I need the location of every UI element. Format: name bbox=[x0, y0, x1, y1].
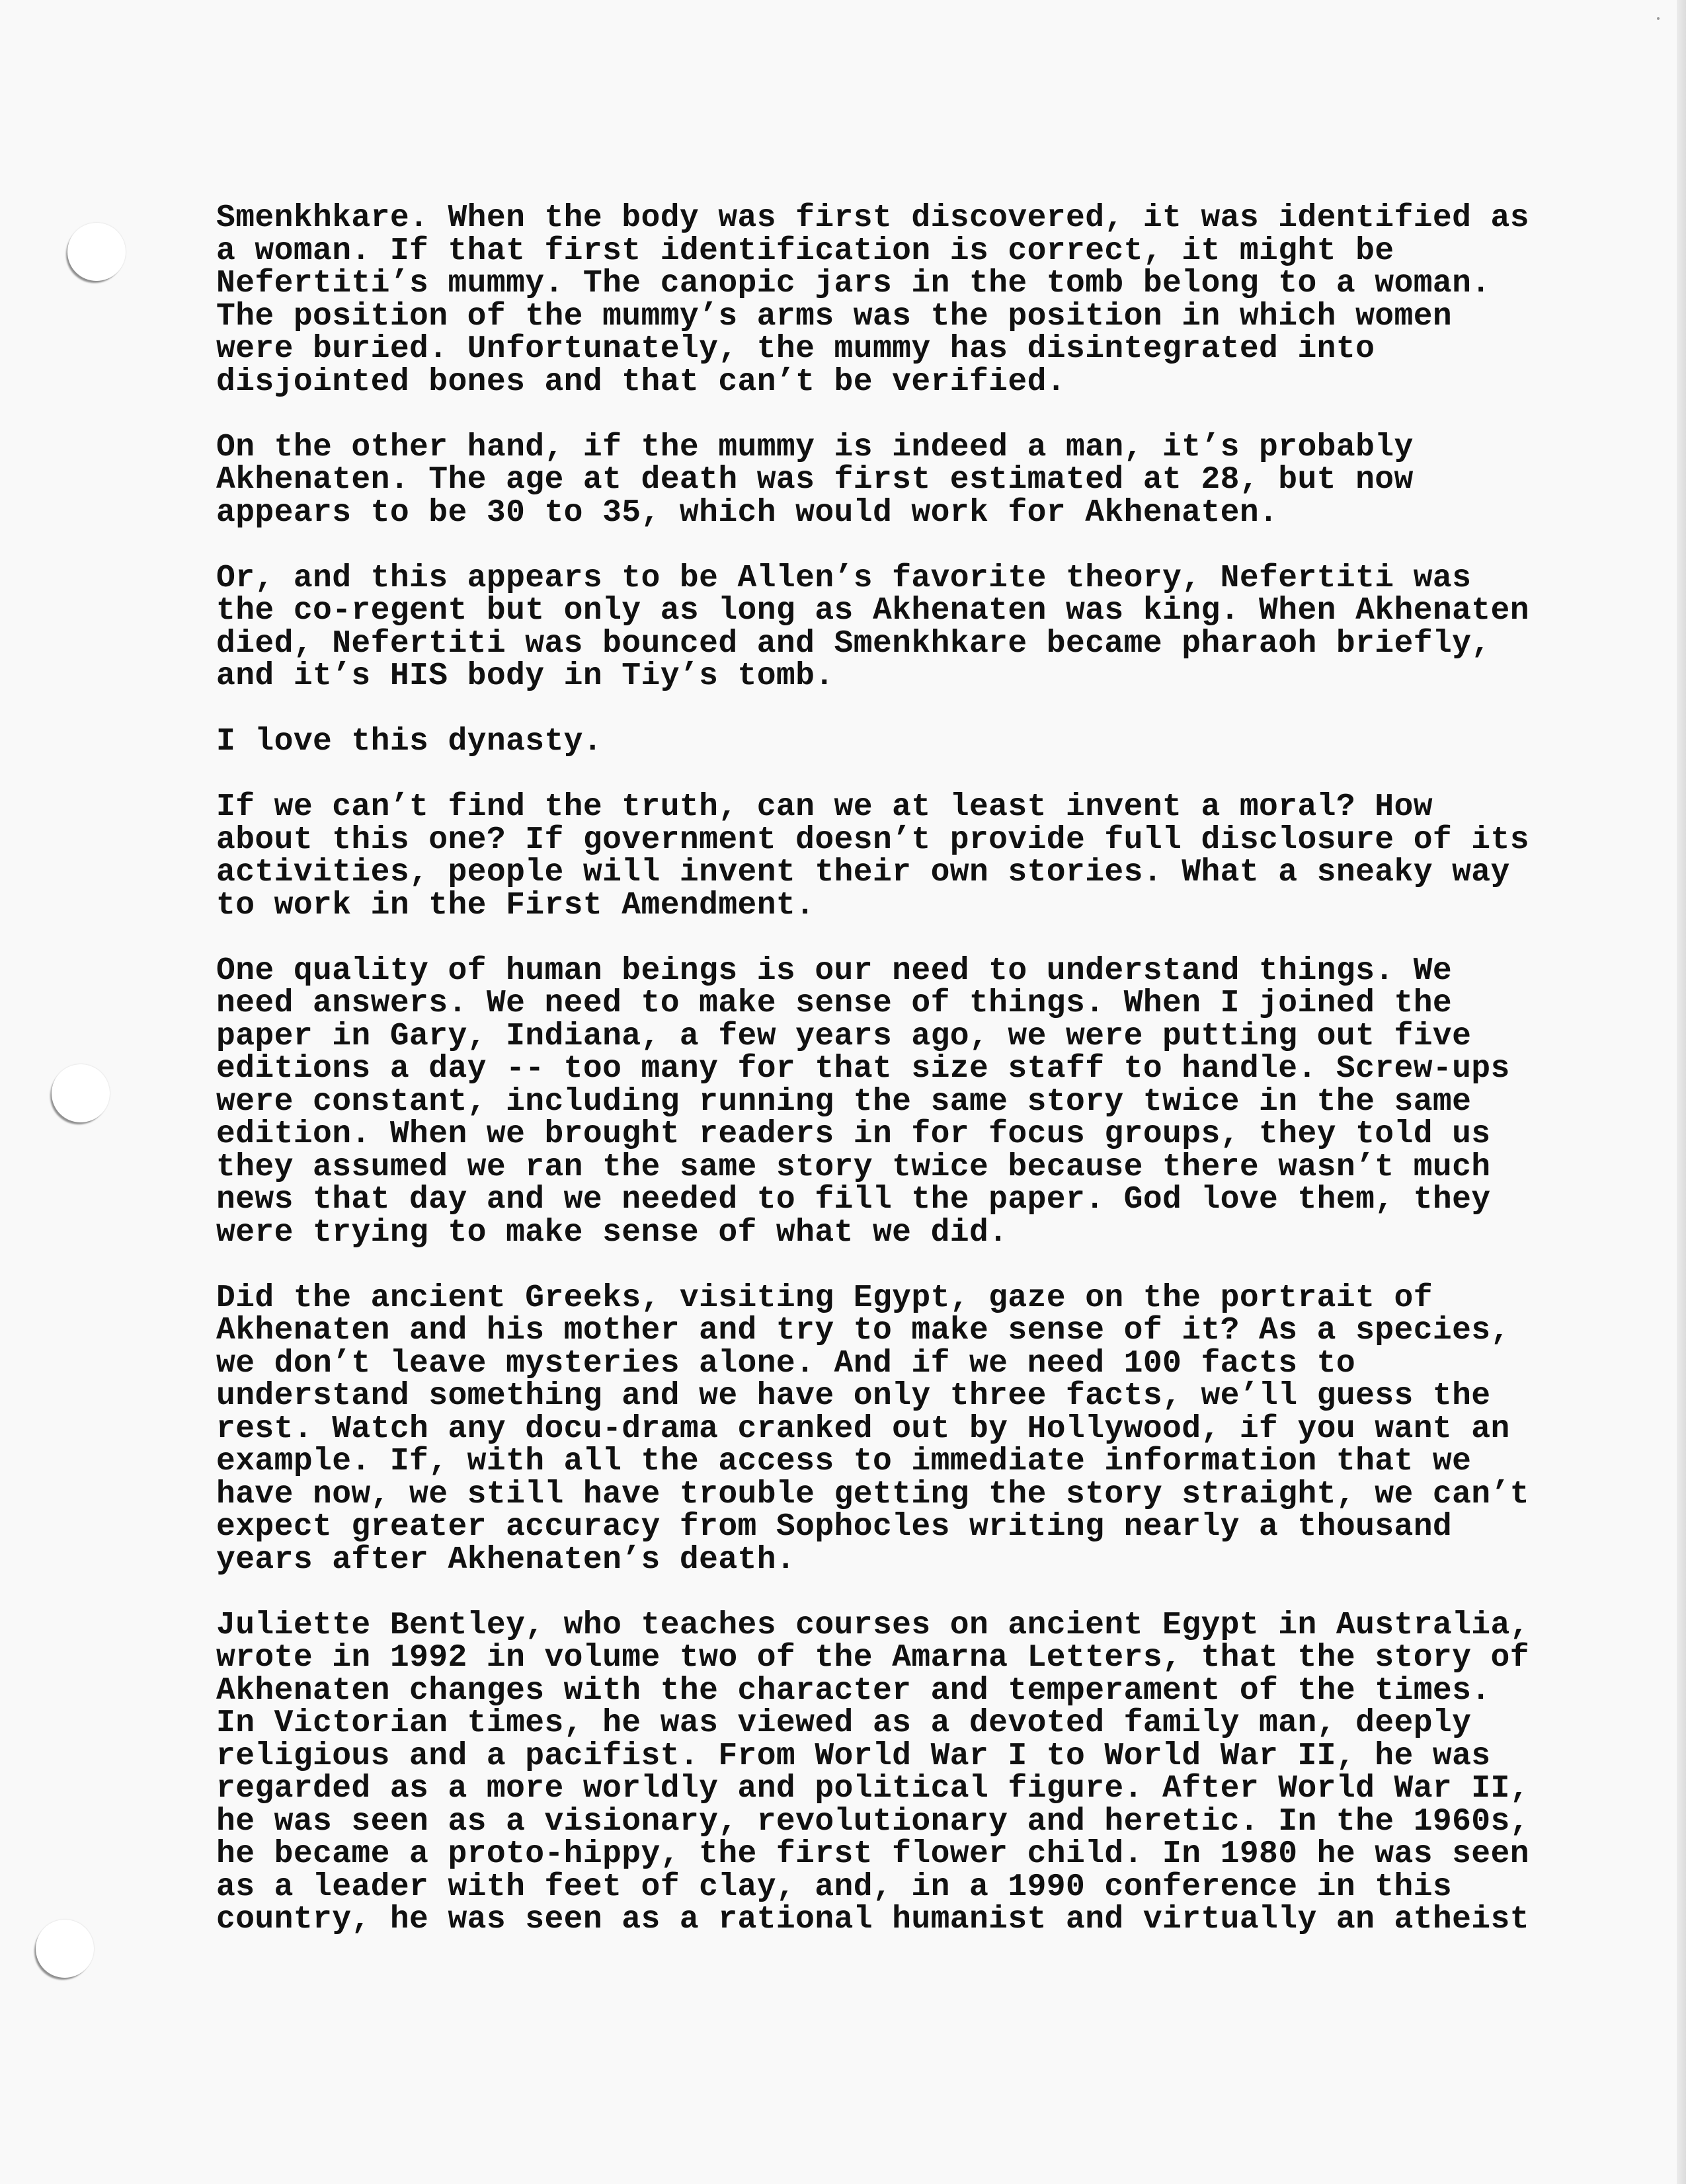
text-line: and it’s HIS body in Tiy’s tomb. bbox=[216, 658, 834, 694]
punch-hole-bottom bbox=[36, 1920, 94, 1978]
text-line: news that day and we needed to fill the paper. God love them, they bbox=[216, 1182, 1491, 1218]
text-line: activities, people will invent their own stories. What a sneaky way bbox=[216, 855, 1510, 890]
text-line: as a leader with feet of clay, and, in a 1990 conference in this bbox=[216, 1869, 1453, 1905]
text-line: a woman. If that first identification is correct, it might be bbox=[216, 233, 1394, 269]
text-line: In Victorian times, he was viewed as a devoted family man, deeply bbox=[216, 1705, 1472, 1741]
text-line: On the other hand, if the mummy is indeed a man, it’s probably bbox=[216, 429, 1414, 465]
paragraph bbox=[216, 955, 1611, 1250]
text-line: appears to be 30 to 35, which would work for Akhenaten. bbox=[216, 494, 1279, 531]
text-line: the co-regent but only as long as Akhenaten was king. When Akhenaten bbox=[216, 593, 1529, 629]
text-line: One quality of human beings is our need to understand things. We bbox=[216, 953, 1453, 989]
text-line: Akhenaten changes with the character and temperament of the times. bbox=[216, 1672, 1491, 1709]
text-line: edition. When we brought readers in for focus groups, they told us bbox=[216, 1116, 1491, 1152]
paragraph bbox=[216, 726, 1611, 759]
page-edge-shadow bbox=[1677, 0, 1686, 2184]
text-line: we don’t leave mysteries alone. And if we need 100 facts to bbox=[216, 1345, 1356, 1382]
paragraph bbox=[216, 1607, 1611, 1937]
text-line: he was seen as a visionary, revolutionary and heretic. In the 1960s, bbox=[216, 1803, 1529, 1840]
corner-speck bbox=[1657, 17, 1660, 20]
paragraph bbox=[216, 1282, 1611, 1577]
text-line: died, Nefertiti was bounced and Smenkhkare became pharaoh briefly, bbox=[216, 625, 1491, 662]
text-line: editions a day -- too many for that size staff to handle. Screw-ups bbox=[216, 1051, 1510, 1087]
text-line: Akhenaten. The age at death was first estimated at 28, but now bbox=[216, 462, 1414, 498]
text-line: Smenkhkare. When the body was first discovered, it was identified as bbox=[216, 200, 1529, 236]
text-line: Nefertiti’s mummy. The canopic jars in the tomb belong to a woman. bbox=[216, 266, 1491, 301]
text-line: rest. Watch any docu-drama cranked out by Hollywood, if you want an bbox=[216, 1411, 1510, 1447]
text-line: I love this dynasty. bbox=[216, 724, 603, 760]
punch-hole-top bbox=[67, 223, 126, 281]
text-line: have now, we still have trouble getting the story straight, we can’t bbox=[216, 1476, 1529, 1512]
text-line: expect greater accuracy from Sophocles writing nearly a thousand bbox=[216, 1509, 1453, 1545]
text-line: religious and a pacifist. From World War I to World War II, he was bbox=[216, 1738, 1491, 1774]
text-line: Akhenaten and his mother and try to make sense of it? As a species, bbox=[216, 1313, 1510, 1348]
paragraph bbox=[216, 791, 1611, 922]
text-line: were constant, including running the same story twice in the same bbox=[216, 1083, 1472, 1120]
paragraph bbox=[216, 429, 1611, 531]
text-line: disjointed bones and that can’t be verified. bbox=[216, 364, 1066, 400]
text-line: regarded as a more worldly and political figure. After World War II, bbox=[216, 1771, 1529, 1807]
text-line: wrote in 1992 in volume two of the Amarna Letters, that the story of bbox=[216, 1640, 1529, 1676]
text-line: country, he was seen as a rational humanist and virtually an atheist bbox=[216, 1902, 1529, 1937]
text-line: years after Akhenaten’s death. bbox=[216, 1541, 796, 1578]
text-line: were buried. Unfortunately, the mummy has disintegrated into bbox=[216, 331, 1375, 367]
text-line: Did the ancient Greeks, visiting Egypt, gaze on the portrait of bbox=[216, 1280, 1433, 1316]
text-line: example. If, with all the access to immediate information that we bbox=[216, 1444, 1472, 1479]
paragraph bbox=[216, 560, 1611, 694]
text-line: paper in Gary, Indiana, a few years ago, we were putting out five bbox=[216, 1018, 1472, 1054]
text-line: were trying to make sense of what we did. bbox=[216, 1214, 1008, 1251]
text-line: they assumed we ran the same story twice because there wasn’t much bbox=[216, 1149, 1491, 1185]
text-line: understand something and we have only three facts, we’ll guess the bbox=[216, 1378, 1491, 1414]
text-line: The position of the mummy’s arms was the position in which women bbox=[216, 298, 1453, 334]
text-line: about this one? If government doesn’t provide full disclosure of its bbox=[216, 822, 1529, 858]
text-line: Or, and this appears to be Allen’s favorite theory, Nefertiti was bbox=[216, 560, 1472, 596]
typed-text-body bbox=[216, 202, 1611, 1937]
text-line: need answers. We need to make sense of things. When I joined the bbox=[216, 986, 1453, 1021]
text-line: Juliette Bentley, who teaches courses on ancient Egypt in Australia, bbox=[216, 1607, 1529, 1643]
paragraph bbox=[216, 202, 1611, 399]
text-line: to work in the First Amendment. bbox=[216, 887, 815, 923]
text-line: he became a proto-hippy, the first flower child. In 1980 he was seen bbox=[216, 1836, 1529, 1872]
text-line: If we can’t find the truth, can we at least invent a moral? How bbox=[216, 789, 1433, 825]
punch-hole-middle bbox=[52, 1064, 110, 1122]
